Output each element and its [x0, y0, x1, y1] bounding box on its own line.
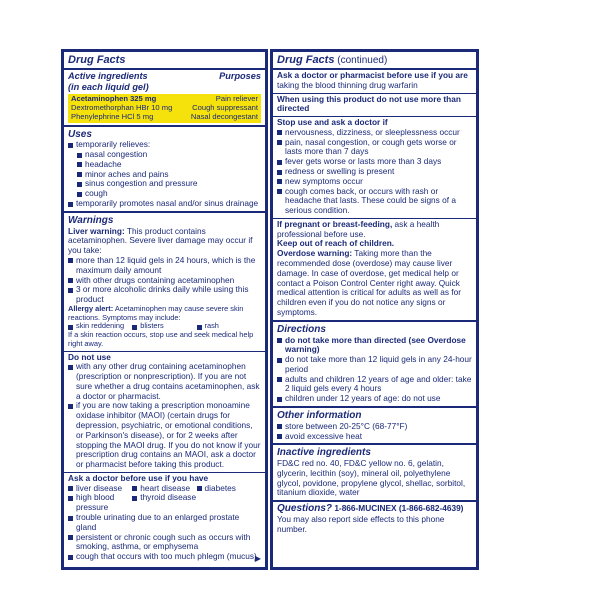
questions-section: [273, 500, 476, 536]
list-item: new symptoms occur: [277, 177, 472, 187]
ask-doctor-heading: Ask a doctor before use if you have: [68, 472, 209, 483]
list-item: cough comes back, or occurs with rash or headache that lasts. These could be signs of a serious condition.: [277, 187, 472, 216]
stop-use-section: [273, 116, 476, 218]
continue-arrow-icon: ▶: [254, 553, 261, 563]
when-using-section: [273, 93, 476, 117]
pregnancy-section: [273, 218, 476, 320]
list-item: heart disease: [132, 484, 196, 494]
list-item: rash: [197, 322, 261, 331]
ask-doctor-conditions: [68, 484, 261, 513]
questions-text: You may also report side effects to this phone number.: [277, 514, 445, 534]
list-item: headache: [68, 160, 261, 170]
other-information-heading: Other information: [277, 409, 362, 421]
drug-facts-title: Drug Facts: [68, 54, 126, 66]
list-item: store between 20-25°C (68-77°F): [277, 422, 472, 432]
list-item: thyroid disease: [132, 493, 196, 513]
do-not-use-section: [64, 351, 265, 472]
ask-pharmacist-section: [273, 68, 476, 93]
inactive-ingredients-text: FD&C red no. 40, FD&C yellow no. 6, gelatin, glycerin, lecithin (soy), mineral oil, polyethylene glycol, povidone, propylene glycol, shellac, sorbitol, titanium dioxide, water: [277, 458, 466, 498]
active-ingredients-subheading: (in each liquid gel): [68, 81, 149, 92]
pregnancy-warning: If pregnant or breast-feeding, ask a health professional before use.: [277, 218, 440, 239]
when-using-heading: When using this product do not use more than directed: [277, 93, 461, 114]
ingredient-name: Phenylephrine HCl 5 mg: [71, 112, 154, 121]
inactive-ingredients-heading: Inactive ingredients: [277, 447, 371, 459]
ask-pharmacist-text: taking the blood thinning drug warfarin: [277, 79, 418, 90]
list-item: do not take more than directed (see Overdose warning): [277, 336, 472, 356]
questions-phone: 1-866-MUCINEX (1-866-682-4639): [332, 503, 464, 514]
do-not-use-heading: Do not use: [68, 351, 111, 362]
ingredient-name: Acetaminophen 325 mg: [71, 94, 157, 103]
list-item: blisters: [132, 322, 196, 331]
purposes-heading: Purposes: [219, 70, 261, 81]
ingredient-purpose: Pain reliever: [215, 93, 258, 103]
allergy-alert: Allergy alert: Acetaminophen may cause severe skin reactions. Symptoms may include:: [68, 303, 244, 322]
list-item: cough that occurs with too much phlegm (mucus): [68, 552, 261, 562]
list-item: nervousness, dizziness, or sleeplessness occur: [277, 128, 472, 138]
allergy-symptoms: [68, 322, 261, 331]
list-item: avoid excessive heat: [277, 432, 472, 442]
list-item: nasal congestion: [68, 150, 261, 160]
ingredient-purpose: Cough suppressant: [192, 102, 258, 112]
ask-doctor-section: [64, 472, 265, 564]
list-item: with other drugs containing acetaminophen: [68, 276, 261, 286]
active-ingredients-heading: Active ingredients: [68, 70, 148, 81]
list-item: sinus congestion and pressure: [68, 179, 261, 189]
list-item: high blood pressure: [68, 493, 132, 513]
list-item: diabetes: [197, 484, 261, 494]
list-item: 3 or more alcoholic drinks daily while using this product: [68, 285, 261, 305]
list-item: do not take more than 12 liquid gels in any 24-hour period: [277, 355, 472, 375]
ingredient-name: Dextromethorphan HBr 10 mg: [71, 103, 173, 112]
list-item: persistent or chronic cough such as occurs with smoking, asthma, or emphysema: [68, 533, 261, 553]
list-item: minor aches and pains: [68, 170, 261, 180]
list-item: redness or swelling is present: [277, 167, 472, 177]
list-item: with any other drug containing acetaminophen (prescription or nonprescription). If you are not sure whether a drug contains acetaminophen, ask a doctor or pharmacist.: [68, 362, 261, 401]
list-item: trouble urinating due to an enlarged prostate gland: [68, 513, 261, 533]
ask-pharmacist-heading: Ask a doctor or pharmacist before use if you are: [277, 69, 468, 80]
active-ingredients-section: [64, 68, 265, 125]
drug-facts-continued-panel: [270, 49, 479, 570]
inactive-ingredients-section: [273, 443, 476, 500]
warnings-section: [64, 211, 265, 351]
stop-use-heading: Stop use and ask a doctor if: [277, 117, 388, 128]
list-item: if you are now taking a prescription monoamine oxidase inhibitor (MAOI) (certain drugs for depression, psychiatric, or emotional conditions, or Parkinson's disease), or for 2 weeks after stopping the MAOI drug. If you do not know if your prescription drug contains an MAOI, ask a doctor or pharmacist before taking this product.: [68, 401, 261, 469]
directions-heading: Directions: [277, 323, 326, 335]
overdose-warning: Overdose warning: Taking more than the recommended dose (overdose) may cause liver damage. In case of overdose, get medical help or contact a Poison Control Center right away. Quick medical attention is critical for adults as well as for children even if you do not notice any signs or symptoms.: [277, 248, 461, 317]
list-item: liver disease: [68, 484, 132, 494]
list-item: children under 12 years of age: do not use: [277, 394, 472, 404]
uses-heading: Uses: [68, 128, 92, 140]
list-item: temporarily relieves:: [68, 140, 261, 150]
drug-facts-continued-title: Drug Facts (continued): [277, 54, 388, 66]
uses-section: [64, 125, 265, 211]
drug-facts-panel: [61, 49, 268, 570]
list-item: more than 12 liquid gels in 24 hours, which is the maximum daily amount: [68, 256, 261, 276]
ingredient-row: [71, 113, 258, 122]
keep-out-of-reach: Keep out of reach of children.: [277, 238, 395, 249]
other-information-section: [273, 406, 476, 443]
allergy-after-text: If a skin reaction occurs, stop use and seek medical help right away.: [68, 330, 254, 348]
list-item: cough: [68, 189, 261, 199]
list-item: temporarily promotes nasal and/or sinus drainage: [68, 199, 261, 209]
list-item: adults and children 12 years of age and older: take 2 liquid gels every 4 hours: [277, 375, 472, 395]
ingredients-table: [68, 94, 261, 123]
list-item: skin reddening: [68, 322, 132, 331]
liver-warning: Liver warning: This product contains acetaminophen. Severe liver damage may occur if you take:: [68, 225, 253, 256]
ingredient-purpose: Nasal decongestant: [190, 111, 258, 121]
warnings-heading: Warnings: [68, 214, 114, 226]
questions-heading: Questions?: [277, 503, 333, 515]
directions-section: [273, 320, 476, 406]
list-item: fever gets worse or lasts more than 3 days: [277, 157, 472, 167]
list-item: pain, nasal congestion, or cough gets worse or lasts more than 7 days: [277, 138, 472, 158]
